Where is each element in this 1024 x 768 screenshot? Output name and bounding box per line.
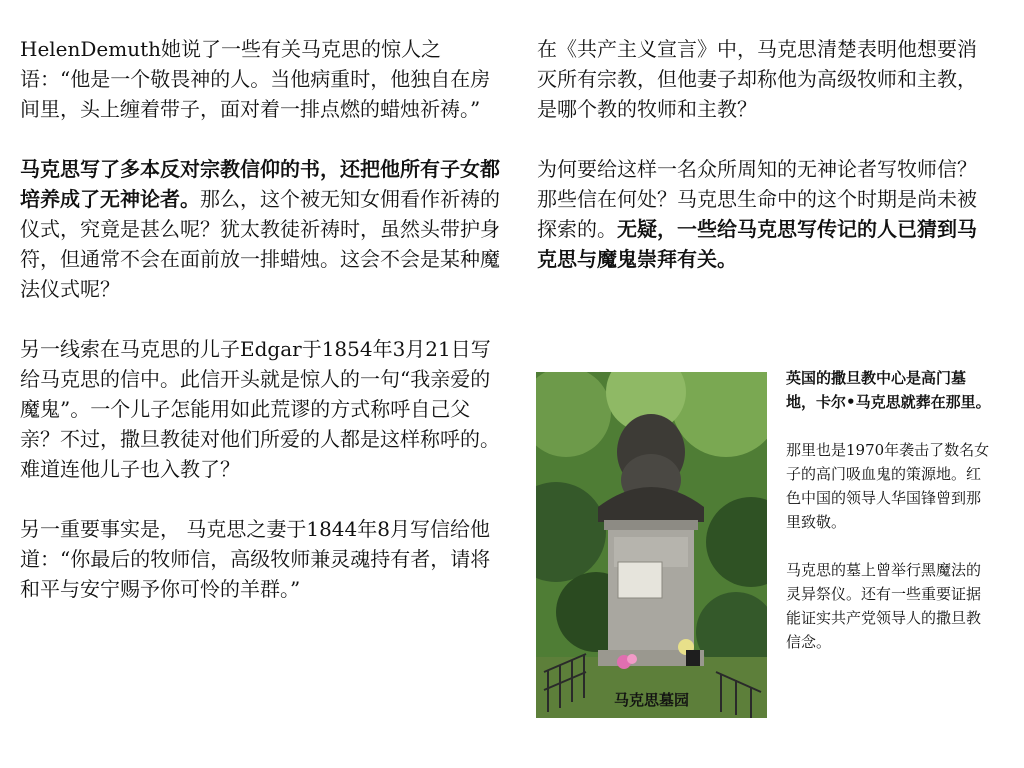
paragraph-pastor-letters [537, 154, 995, 274]
highgate-statement: 英国的撒旦教中心是高门墓地，卡尔•马克思就葬在那里。 [786, 369, 991, 411]
left-column [20, 34, 504, 604]
paragraph-manifesto: 在《共产主义宣言》中，马克思清楚表明他想要消灭所有宗教，但他妻子却称他为高级牧师和主教，是哪个教的牧师和主教？ [537, 37, 977, 121]
paragraph-helen-demuth: HelenDemuth她说了一些有关马克思的惊人之语：“他是一个敬畏神的人。当他病重时，他独自在房间里，头上缠着带子，面对着一排点燃的蜡烛祈祷。” [20, 37, 491, 121]
marx-tomb-photo [536, 372, 767, 718]
paragraph-text: 为何要给这样一名众所周知的无神论者写牧师信？那些信在何处？马克思生命中的这个时期是尚未被探索的。 [537, 157, 977, 241]
paragraph-wife-letter: 另一重要事实是， 马克思之妻于1844年8月写信给他道：“你最后的牧师信，高级牧师兼灵魂持有者，请将和平与安宁赐予你可怜的羊群。” [20, 517, 491, 601]
paragraph-black-magic: 马克思的墓上曾举行黑魔法的灵异祭仪。还有一些重要证据能证实共产党领导人的撒旦教信念。 [786, 561, 982, 651]
paragraph-atheist-children [20, 154, 504, 304]
paragraph-edgar-letter: 另一线索在马克思的儿子Edgar于1854年3月21日写给马克思的信中。此信开头就是惊人的一句“我亲爱的魔鬼”。一个儿子怎能用如此荒谬的方式称呼自己父亲？不过，撒旦教徒对他们所爱的人都是这样称呼的。难道连他儿子也入教了？ [20, 337, 500, 481]
paragraph-text: 那么，这个被无知女佣看作祈祷的仪式，究竟是甚么呢？犹太教徒祈祷时，虽然头带护身符，但通常不会在面前放一排蜡烛。这会不会是某种魔法仪式呢？ [20, 187, 500, 301]
bold-statement: 无疑，一些给马克思写传记的人已猜到马克思与魔鬼崇拜有关。 [537, 217, 977, 271]
photo-caption: 马克思墓园 [613, 691, 689, 709]
tomb-illustration [536, 372, 767, 718]
paragraph-highgate-vampire: 那里也是1970年袭击了数名女子的高门吸血鬼的策源地。红色中国的领导人华国锋曾到那里致敬。 [786, 441, 990, 531]
right-column [537, 34, 995, 274]
side-column [786, 366, 992, 654]
bold-statement: 马克思写了多本反对宗教信仰的书，还把他所有子女都培养成了无神论者。 [20, 157, 500, 211]
